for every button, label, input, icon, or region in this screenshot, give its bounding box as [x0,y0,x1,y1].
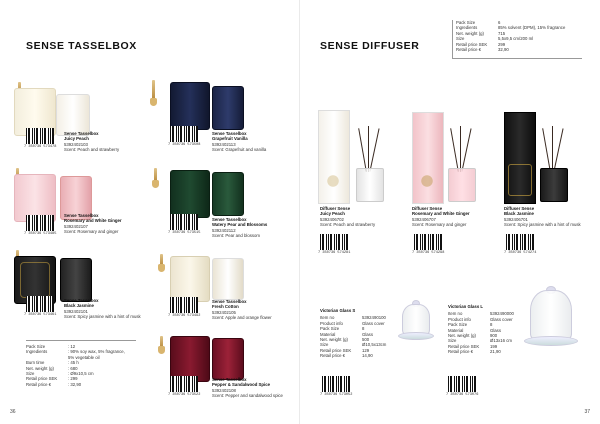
page-number-left: 36 [10,409,16,415]
product-label [64,213,122,235]
spec-value: : 299 [68,376,78,382]
spec-value: Ø10,5x13cm [362,342,387,348]
barcode [26,215,54,231]
spec-key: Net. weight (g) [320,337,348,343]
spec-key: Pack Size [448,322,468,328]
spec-key: Burn time [26,360,45,366]
spec-value: 14,90 [362,353,373,359]
spec-value: : 32,90 [68,381,82,387]
product-line2: Juicy Peach [64,136,89,142]
spec-value: Ø13x16 cm [490,338,512,344]
candle-peach-image [56,94,90,136]
spec-key: Retail price € [320,353,346,359]
product-scent: Scent: Peach and strawberry [320,222,376,228]
glass-s-base [398,332,434,340]
spec-value: Glass cover [490,316,513,322]
reed-stick [552,126,553,172]
glass-s-specs [320,308,386,359]
product-label [212,217,267,239]
barcode-number: 7 350736 573515 [168,231,201,235]
glass-l-base [524,336,578,346]
spec-value: 900 [490,333,498,339]
gold-ornament [20,262,50,298]
candle-cotton-image [212,258,244,300]
spec-value: Glass [362,331,373,337]
product-label [504,206,581,228]
product-line2: Pepper & Sandalwood Spice [212,382,271,388]
spec-key: Ingredients [456,25,478,31]
product-line1: Sense Tasselbox [64,298,99,303]
barcode [170,126,198,142]
product-scent: Scent: Pepper and sandalwood spice [212,393,283,399]
spec-value: 8 [362,326,365,332]
barcode-number: 7 350736 573052 [320,393,353,397]
product-scent: Scent: Peach and strawberry [64,147,120,153]
diffuser-jasmine-bottle-image [540,168,568,202]
spec-value: 21,90 [490,349,501,355]
gold-ornament [416,166,438,196]
product-scent: Scent: Spicy jasmine with a hint of musk [64,314,141,320]
diffuser-rosemary-bottle-image [448,168,476,202]
spec-key: Retail price SEK [456,41,488,47]
barcode-number: 7 350736 573492 [168,314,201,318]
tassel-decoration [160,254,163,266]
product-line1: Sense Tasselbox [212,299,247,304]
product-label [64,131,119,153]
reed-stick [553,128,563,171]
spec-key: Net. weight (g) [448,333,476,339]
reed-stick [368,126,369,172]
spec-value: 5,5x9,5 cm/200 ml [498,36,534,42]
diffuser-specs [456,20,565,52]
product-code: 5392402101 [64,308,88,314]
spec-divider [26,340,136,341]
product-label [64,298,141,320]
spec-divider [452,58,582,59]
spec-key: Pack Size [456,20,476,25]
candle-pepper-image [212,338,244,380]
product-line1: Sense Tasselbox [212,131,247,136]
product-line1: Sense Tasselbox [64,131,99,136]
barcode-number: 7 350736 574274 [504,251,537,255]
product-line1: Sense Tasselbox [64,213,99,218]
gold-ornament [508,164,532,196]
product-code: 5392402103 [64,141,88,147]
spec-key: Size [26,371,35,377]
spec-key: Net. weight (g) [26,365,54,371]
spec-key: Retail price € [456,47,482,53]
spec-value: 5% vegetable oil [68,354,100,360]
product-scent: Scent: Pear and blossom [212,233,261,239]
spec-key: Product info [448,316,471,322]
tasselbox-pear-image [170,170,210,218]
reed-stick [369,128,379,171]
product-line1: Diffuser Sense [412,206,443,211]
barcode-number: 7 350736 573076 [446,393,479,397]
spec-value: 85% solvent (DPM), 15% fragrance [498,25,566,31]
product-code: 5392406702 [320,216,344,222]
spec-key: Material [320,331,336,337]
reed-stick [460,126,461,172]
barcode [26,128,54,144]
product-label [212,131,266,153]
barcode-number: 7 350736 573461 [24,313,57,317]
barcode-number: 7 350736 574298 [412,251,445,255]
tasselbox-specs [26,344,125,387]
diffuser-peach-bottle-image [356,168,384,202]
product-label [320,206,375,228]
spec-value: 32,90 [498,47,509,53]
spec-value: : Ø9x10,5 cm [68,371,94,377]
product-line2: Rosemary and White Ginger [412,211,470,217]
spec-key: Retail price SEK [320,347,352,353]
spec-key: Retail price € [448,349,474,355]
tassel-decoration [160,336,163,348]
product-code: 5392402108 [212,387,236,393]
barcode [170,297,198,313]
product-scent: Scent: Rosemary and ginger [412,222,467,228]
glass-l-image [530,290,572,340]
barcode-number: 7 350736 573508 [168,143,201,147]
page-title-left: SENSE TASSELBOX [26,40,137,52]
spec-value: 199 [490,343,498,349]
barcode [26,296,54,312]
spec-value: 500 [362,337,370,343]
barcode [322,376,350,392]
spec-value: Glass [490,327,501,333]
product-line2: Black Jasmine [504,211,534,217]
spec-key: Item no [448,311,463,317]
spec-key: Net. weight (g) [456,30,484,36]
barcode-number: 7 350736 574281 [318,251,351,255]
spec-key: Product info [320,320,343,326]
spec-key: Size [320,342,329,348]
glass-l-specs [448,304,514,355]
product-label [212,377,283,399]
product-label [212,299,272,321]
barcode [170,376,198,392]
spec-value: 129 [362,347,370,353]
spec-key: Pack Size [320,326,340,332]
spec-value: : 680 [68,365,78,371]
product-line2: Rosemary and White Ginger [64,218,122,224]
gold-ornament [322,166,344,196]
tassel-decoration [154,168,157,182]
spec-key: Retail price € [26,381,52,387]
tassel-decoration [152,80,155,100]
product-line2: Watery Pear and Blossoms [212,222,268,228]
barcode [320,234,348,250]
spec-value: 8 [490,322,493,328]
product-code: 5392406707 [412,216,436,222]
spec-value: 6 [498,20,501,25]
right-page [300,0,600,424]
spec-vertical-rule [452,20,453,58]
spec-key: Item no [320,315,335,321]
product-line2: Juicy Peach [320,211,345,217]
product-line2: Black Jasmine [64,303,94,309]
spec-key: Pack Size [26,344,46,349]
barcode-number: 7 350736 573478 [24,145,57,149]
glass-l-title: Victorian Glass L [448,304,484,309]
barcode-number: 7 350736 573485 [24,232,57,236]
product-code: 5392402113 [212,141,236,147]
product-code: 5392406701 [504,216,528,222]
product-scent: Scent: Grapefruit and vanilla [212,147,267,153]
barcode-number: 7 350736 573522 [168,393,201,397]
candle-grapefruit-image [212,86,244,130]
tasselbox-grapefruit-image [170,82,210,130]
barcode [448,376,476,392]
product-code: 5392402112 [212,227,236,233]
spec-value: 5392490100 [362,315,386,321]
barcode [414,234,442,250]
spec-key: Retail price SEK [26,376,58,382]
product-line1: Diffuser Sense [320,206,351,211]
product-code: 5392402105 [212,309,236,315]
spec-value: : 45 h [68,360,79,366]
spec-key: Retail price SEK [448,343,480,349]
reed-stick [450,128,459,172]
spec-value: Glass cover [362,320,385,326]
glass-s-title: Victorian Glass S [320,308,356,313]
spec-key: Size [456,36,465,42]
spec-key: Size [448,338,457,344]
spec-key: Material [448,327,464,333]
reed-stick [461,128,471,171]
product-scent: Scent: Apple and orange flower [212,315,272,321]
candle-jasmine-image [60,258,92,302]
product-label [412,206,470,228]
barcode [170,214,198,230]
candle-pear-image [212,172,244,216]
spec-value: 5392490000 [490,311,514,317]
spec-value: 299 [498,41,506,47]
page-title-right: SENSE DIFFUSER [320,40,420,52]
page-number-right: 37 [584,409,590,415]
spec-key: Ingredients [26,349,48,355]
spec-value: 715 [498,30,506,36]
product-line2: Fresh Cotton [212,304,239,310]
product-line1: Sense Tasselbox [212,377,247,382]
product-line2: Grapefruit Vanilla [212,136,248,142]
spec-value: : 90% soy wax, 5% fragrance, [68,349,125,355]
spec-value: : 12 [68,344,76,349]
product-line1: Sense Tasselbox [212,217,247,222]
product-scent: Scent: Spicy jasmine with a hint of musk [504,222,581,228]
product-line1: Diffuser Sense [504,206,535,211]
product-code: 5392402107 [64,223,88,229]
reed-stick [542,128,551,172]
barcode [506,234,534,250]
tasselbox-cotton-image [170,256,210,302]
product-scent: Scent: Rosemary and ginger [64,229,119,235]
reed-stick [358,128,367,172]
